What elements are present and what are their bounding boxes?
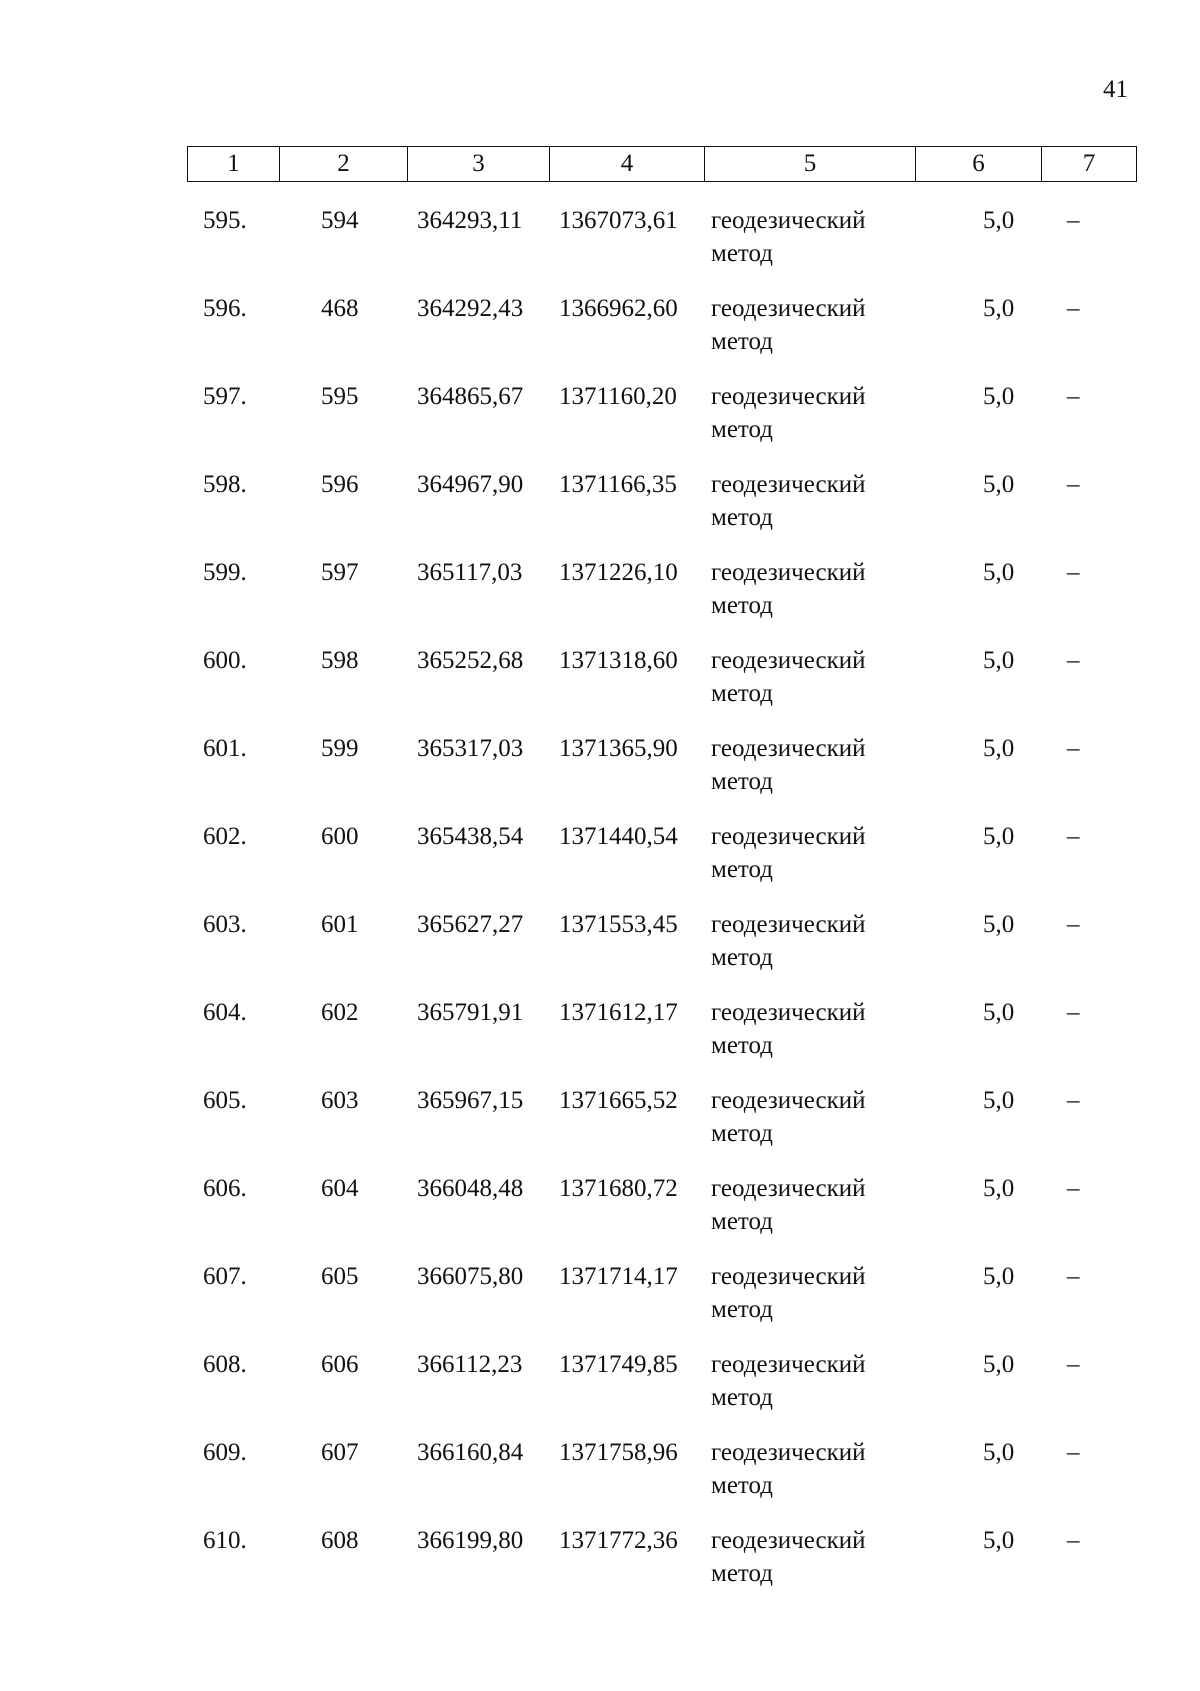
table-row xyxy=(187,638,1129,726)
method: геодезический метод xyxy=(711,295,866,355)
y-coordinate: 1371758,96 xyxy=(559,1439,678,1466)
note: – xyxy=(1067,295,1080,322)
method: геодезический метод xyxy=(711,207,866,267)
y-coordinate: 1371553,45 xyxy=(559,911,678,938)
row-number: 604. xyxy=(203,999,247,1026)
table-row xyxy=(187,550,1129,638)
note: – xyxy=(1067,1527,1080,1554)
row-number: 598. xyxy=(203,471,247,498)
method: геодезический метод xyxy=(711,823,866,883)
x-coordinate: 365252,68 xyxy=(417,647,524,674)
point-id: 605 xyxy=(321,1263,359,1290)
accuracy-value: 5,0 xyxy=(983,735,1015,762)
note: – xyxy=(1067,559,1080,586)
x-coordinate: 365627,27 xyxy=(417,911,524,938)
accuracy-value: 5,0 xyxy=(983,911,1015,938)
accuracy-value: 5,0 xyxy=(983,1263,1015,1290)
method: геодезический метод xyxy=(711,1263,866,1323)
x-coordinate: 365967,15 xyxy=(417,1087,524,1114)
note: – xyxy=(1067,1087,1080,1114)
point-id: 599 xyxy=(321,735,359,762)
y-coordinate: 1371665,52 xyxy=(559,1087,678,1114)
column-header-7: 7 xyxy=(1042,147,1137,182)
accuracy-value: 5,0 xyxy=(983,647,1015,674)
table-header xyxy=(187,146,1137,182)
row-number: 601. xyxy=(203,735,247,762)
row-number: 597. xyxy=(203,383,247,410)
y-coordinate: 1371772,36 xyxy=(559,1527,678,1554)
method: геодезический метод xyxy=(711,999,866,1059)
table-row xyxy=(187,1166,1129,1254)
table-row xyxy=(187,1254,1129,1342)
accuracy-value: 5,0 xyxy=(983,559,1015,586)
note: – xyxy=(1067,911,1080,938)
row-number: 600. xyxy=(203,647,247,674)
row-number: 595. xyxy=(203,207,247,234)
table-row xyxy=(187,1430,1129,1518)
y-coordinate: 1371749,85 xyxy=(559,1351,678,1378)
x-coordinate: 364865,67 xyxy=(417,383,524,410)
method: геодезический метод xyxy=(711,1351,866,1411)
column-header-1: 1 xyxy=(188,147,280,182)
table-row xyxy=(187,1518,1129,1606)
point-id: 604 xyxy=(321,1175,359,1202)
x-coordinate: 364293,11 xyxy=(417,207,523,234)
row-number: 602. xyxy=(203,823,247,850)
x-coordinate: 365438,54 xyxy=(417,823,524,850)
method: геодезический метод xyxy=(711,1087,866,1147)
y-coordinate: 1367073,61 xyxy=(559,207,678,234)
x-coordinate: 364967,90 xyxy=(417,471,524,498)
row-number: 606. xyxy=(203,1175,247,1202)
row-number: 607. xyxy=(203,1263,247,1290)
accuracy-value: 5,0 xyxy=(983,207,1015,234)
method: геодезический метод xyxy=(711,1439,866,1499)
x-coordinate: 364292,43 xyxy=(417,295,524,322)
accuracy-value: 5,0 xyxy=(983,1439,1015,1466)
y-coordinate: 1371365,90 xyxy=(559,735,678,762)
note: – xyxy=(1067,383,1080,410)
x-coordinate: 366048,48 xyxy=(417,1175,524,1202)
table-row xyxy=(187,1078,1129,1166)
table-row xyxy=(187,462,1129,550)
point-id: 607 xyxy=(321,1439,359,1466)
y-coordinate: 1366962,60 xyxy=(559,295,678,322)
note: – xyxy=(1067,1175,1080,1202)
accuracy-value: 5,0 xyxy=(983,823,1015,850)
x-coordinate: 366075,80 xyxy=(417,1263,524,1290)
accuracy-value: 5,0 xyxy=(983,1527,1015,1554)
table-row xyxy=(187,286,1129,374)
note: – xyxy=(1067,1351,1080,1378)
column-header-2: 2 xyxy=(280,147,408,182)
column-header-4: 4 xyxy=(550,147,705,182)
method: геодезический метод xyxy=(711,559,866,619)
note: – xyxy=(1067,1439,1080,1466)
y-coordinate: 1371680,72 xyxy=(559,1175,678,1202)
row-number: 596. xyxy=(203,295,247,322)
x-coordinate: 365317,03 xyxy=(417,735,524,762)
x-coordinate: 365791,91 xyxy=(417,999,524,1026)
note: – xyxy=(1067,999,1080,1026)
table-row xyxy=(187,814,1129,902)
y-coordinate: 1371160,20 xyxy=(559,383,677,410)
point-id: 594 xyxy=(321,207,359,234)
row-number: 608. xyxy=(203,1351,247,1378)
accuracy-value: 5,0 xyxy=(983,1351,1015,1378)
accuracy-value: 5,0 xyxy=(983,383,1015,410)
page-number: 41 xyxy=(1103,76,1128,103)
point-id: 602 xyxy=(321,999,359,1026)
table-row xyxy=(187,902,1129,990)
x-coordinate: 366112,23 xyxy=(417,1351,523,1378)
x-coordinate: 366199,80 xyxy=(417,1527,524,1554)
y-coordinate: 1371440,54 xyxy=(559,823,678,850)
table-row xyxy=(187,990,1129,1078)
y-coordinate: 1371318,60 xyxy=(559,647,678,674)
row-number: 609. xyxy=(203,1439,247,1466)
method: геодезический метод xyxy=(711,735,866,795)
note: – xyxy=(1067,735,1080,762)
note: – xyxy=(1067,1263,1080,1290)
method: геодезический метод xyxy=(711,647,866,707)
table-body xyxy=(187,198,1129,1606)
method: геодезический метод xyxy=(711,1175,866,1235)
x-coordinate: 366160,84 xyxy=(417,1439,524,1466)
column-header-3: 3 xyxy=(408,147,550,182)
accuracy-value: 5,0 xyxy=(983,1175,1015,1202)
note: – xyxy=(1067,647,1080,674)
method: геодезический метод xyxy=(711,911,866,971)
row-number: 610. xyxy=(203,1527,247,1554)
table-row xyxy=(187,726,1129,814)
row-number: 599. xyxy=(203,559,247,586)
accuracy-value: 5,0 xyxy=(983,1087,1015,1114)
accuracy-value: 5,0 xyxy=(983,471,1015,498)
table-row xyxy=(187,374,1129,462)
point-id: 596 xyxy=(321,471,359,498)
row-number: 605. xyxy=(203,1087,247,1114)
y-coordinate: 1371714,17 xyxy=(559,1263,678,1290)
y-coordinate: 1371166,35 xyxy=(559,471,677,498)
point-id: 598 xyxy=(321,647,359,674)
point-id: 595 xyxy=(321,383,359,410)
y-coordinate: 1371612,17 xyxy=(559,999,678,1026)
note: – xyxy=(1067,823,1080,850)
point-id: 468 xyxy=(321,295,359,322)
point-id: 597 xyxy=(321,559,359,586)
point-id: 600 xyxy=(321,823,359,850)
table-row xyxy=(187,1342,1129,1430)
point-id: 606 xyxy=(321,1351,359,1378)
point-id: 603 xyxy=(321,1087,359,1114)
row-number: 603. xyxy=(203,911,247,938)
note: – xyxy=(1067,471,1080,498)
accuracy-value: 5,0 xyxy=(983,999,1015,1026)
method: геодезический метод xyxy=(711,383,866,443)
column-header-5: 5 xyxy=(705,147,916,182)
table-row xyxy=(187,198,1129,286)
method: геодезический метод xyxy=(711,471,866,531)
note: – xyxy=(1067,207,1080,234)
column-header-6: 6 xyxy=(916,147,1042,182)
point-id: 601 xyxy=(321,911,359,938)
accuracy-value: 5,0 xyxy=(983,295,1015,322)
point-id: 608 xyxy=(321,1527,359,1554)
x-coordinate: 365117,03 xyxy=(417,559,523,586)
y-coordinate: 1371226,10 xyxy=(559,559,678,586)
method: геодезический метод xyxy=(711,1527,866,1587)
